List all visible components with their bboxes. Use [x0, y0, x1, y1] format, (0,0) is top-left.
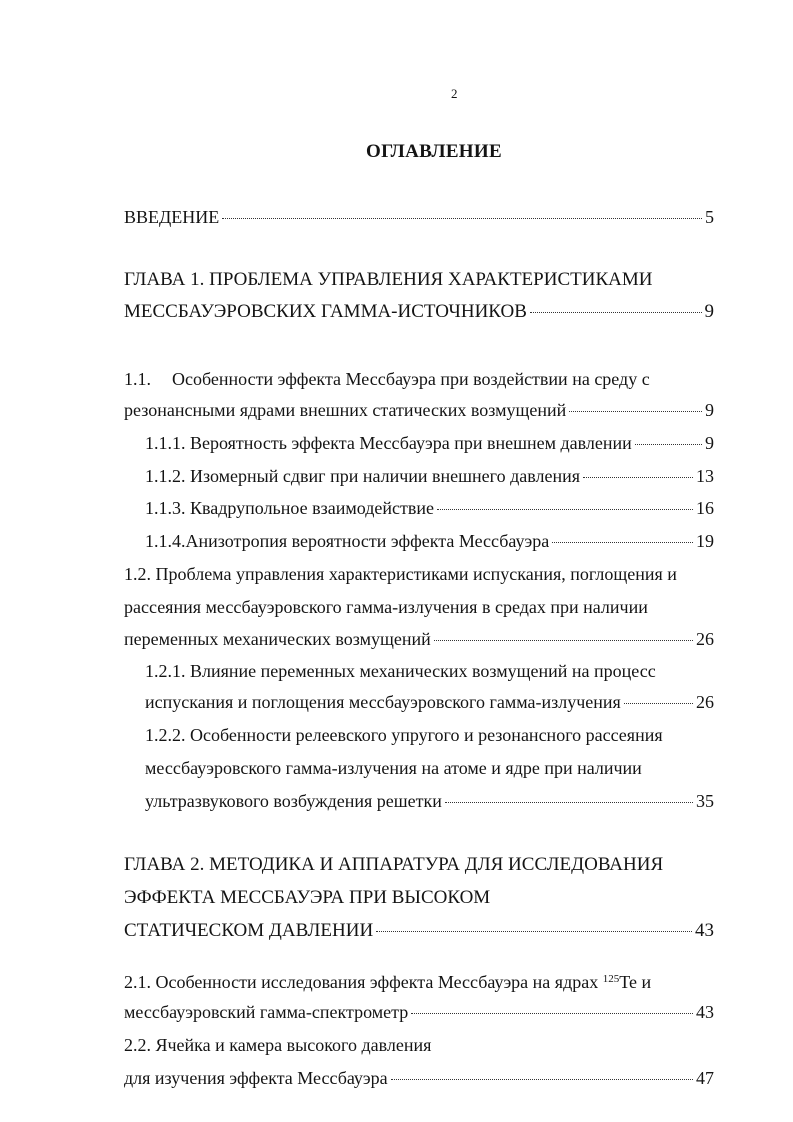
- toc-entry-1-2-1: [145, 691, 714, 713]
- toc-entry-1-1-1: [145, 432, 714, 454]
- toc-section-1-2-1-line1: 1.2.1. Влияние переменных механических возмущений на процесс: [145, 661, 656, 681]
- dot-leader: [376, 931, 692, 932]
- toc-entry-text: 1.1.3. Квадрупольное взаимодействие: [145, 498, 434, 518]
- toc-page-number: 47: [696, 1068, 714, 1088]
- toc-entry-text: для изучения эффекта Мессбауэра: [124, 1068, 388, 1088]
- toc-entry-2-1: [124, 1001, 714, 1023]
- toc-entry-text: переменных механических возмущений: [124, 629, 431, 649]
- toc-section-1-2-line1: 1.2. Проблема управления характеристиками испускания, поглощения и: [124, 564, 677, 584]
- toc-page-number: 16: [696, 498, 714, 518]
- toc-page-number: 9: [705, 433, 714, 453]
- toc-page-number: 43: [696, 1002, 714, 1022]
- toc-entry-text: 1.1.4.Анизотропия вероятности эффекта Мессбауэра: [145, 531, 550, 551]
- toc-page-number: 43: [695, 920, 714, 941]
- toc-entry-text: резонансными ядрами внешних статических возмущений: [124, 400, 567, 420]
- toc-entry-chapter2: [124, 920, 714, 942]
- toc-entry-intro: [124, 206, 714, 228]
- toc-entry-text: 1.1.1. Вероятность эффекта Мессбауэра при внешнем давлении: [145, 433, 632, 453]
- dot-leader: [411, 1013, 693, 1014]
- toc-chapter2-line1: ГЛАВА 2. МЕТОДИКА И АППАРАТУРА ДЛЯ ИССЛЕДОВАНИЯ: [124, 854, 664, 875]
- toc-section-2-1-line1: [124, 968, 714, 993]
- toc-section-1-2-2-line1: 1.2.2. Особенности релеевского упругого и резонансного рассеяния: [145, 725, 663, 745]
- toc-page-number: 13: [696, 466, 714, 486]
- toc-entry-1-2: [124, 628, 714, 650]
- toc-page-number: 26: [696, 692, 714, 712]
- dot-leader: [391, 1079, 693, 1080]
- toc-page-number: 19: [696, 531, 714, 551]
- toc-section-1-2-line2: рассеяния мессбауэровского гамма-излучения в средах при наличии: [124, 597, 648, 617]
- toc-section-1-1-line1: [124, 368, 714, 390]
- dot-leader: [552, 542, 693, 543]
- toc-entry-1-1-2: [145, 465, 714, 487]
- toc-chapter2-line2: ЭФФЕКТА МЕССБАУЭРА ПРИ ВЫСОКОМ: [124, 887, 491, 908]
- toc-entry-text: СТАТИЧЕСКОМ ДАВЛЕНИИ: [124, 920, 374, 941]
- section-title: 2.1. Особенности исследования эффекта Мессбауэра на ядрах: [124, 972, 599, 992]
- page-number: 2: [451, 86, 458, 101]
- dot-leader: [437, 509, 693, 510]
- toc-entry-1-1: [124, 399, 714, 421]
- dot-leader: [569, 411, 702, 412]
- toc-entry-1-2-2: [145, 790, 714, 812]
- toc-entry-chapter1: [124, 301, 714, 323]
- toc-entry-text: мессбауэровский гамма-спектрометр: [124, 1002, 409, 1022]
- toc-page-number: 5: [705, 207, 714, 227]
- toc-entry-text: испускания и поглощения мессбауэровского гамма-излучения: [145, 692, 621, 712]
- dot-leader: [445, 802, 693, 803]
- dot-leader: [635, 444, 702, 445]
- toc-page-number: 9: [705, 400, 714, 420]
- toc-entry-1-1-4: [145, 530, 714, 552]
- section-title: Особенности эффекта Мессбауэра при воздействии на среду с: [172, 369, 650, 389]
- dot-leader: [434, 640, 693, 641]
- toc-entry-2-2: [124, 1067, 714, 1089]
- dot-leader: [222, 218, 702, 219]
- toc-page-number: 9: [704, 301, 714, 322]
- dot-leader: [530, 312, 702, 313]
- section-number: 1.1.: [124, 369, 151, 389]
- toc-entry-text: МЕССБАУЭРОВСКИХ ГАММА-ИСТОЧНИКОВ: [124, 301, 527, 322]
- toc-entry-text: ВВЕДЕНИЕ: [124, 207, 220, 227]
- toc-section-2-2-line1: 2.2. Ячейка и камера высокого давления: [124, 1035, 432, 1055]
- dot-leader: [624, 703, 693, 704]
- toc-chapter1-line1: ГЛАВА 1. ПРОБЛЕМА УПРАВЛЕНИЯ ХАРАКТЕРИСТИКАМИ: [124, 269, 653, 290]
- toc-entry-text: 1.1.2. Изомерный сдвиг при наличии внешнего давления: [145, 466, 581, 486]
- toc-page-number: 26: [696, 629, 714, 649]
- toc-entry-text: ультразвукового возбуждения решетки: [145, 791, 442, 811]
- isotope-mass-number: 125: [602, 973, 620, 985]
- isotope-symbol: Te и: [619, 972, 652, 992]
- toc-section-1-2-2-line2: мессбауэровского гамма-излучения на атоме и ядре при наличии: [145, 758, 642, 778]
- toc-entry-1-1-3: [145, 497, 714, 519]
- dot-leader: [583, 477, 693, 478]
- toc-page-number: 35: [696, 791, 714, 811]
- page-title: ОГЛАВЛЕНИЕ: [366, 141, 502, 162]
